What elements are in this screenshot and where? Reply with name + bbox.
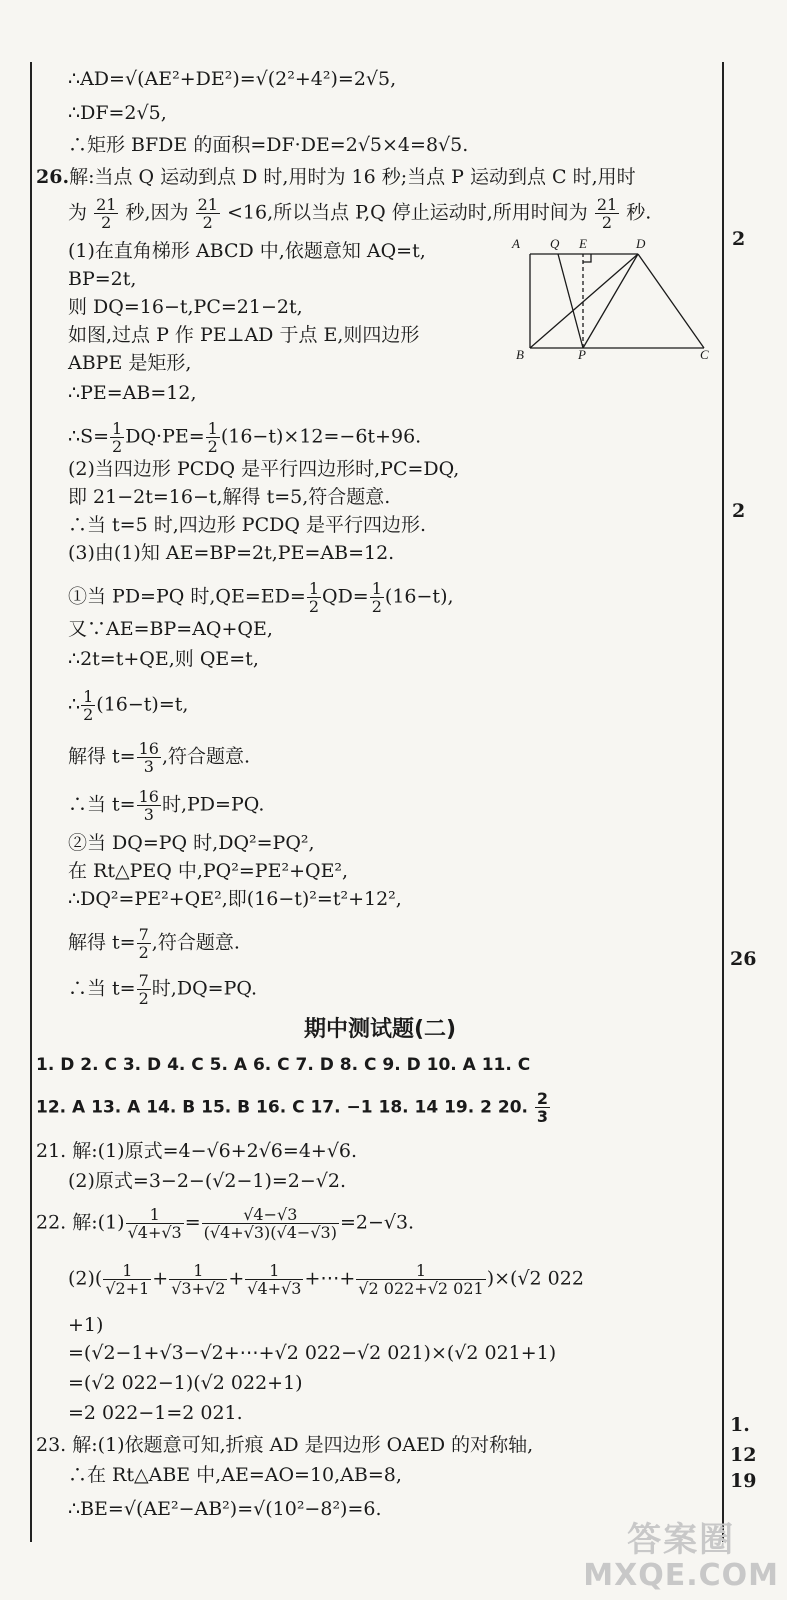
text: ∴当 t= bbox=[68, 977, 136, 1000]
case-2-conclusion bbox=[68, 972, 257, 1007]
denominator: 2 bbox=[138, 943, 149, 962]
answers-row-2 bbox=[36, 1090, 551, 1125]
fraction-16-3 bbox=[137, 788, 161, 823]
fraction bbox=[103, 1262, 151, 1297]
fraction-16-3 bbox=[137, 740, 161, 775]
part-1-area-formula bbox=[68, 420, 421, 455]
case-2-line-2: 在 Rt△PEQ 中,PQ²=PE²+QE², bbox=[68, 860, 349, 882]
label-c: C bbox=[700, 347, 709, 362]
fraction-1-2 bbox=[370, 580, 384, 615]
question-26-intro: 解:当点 Q 运动到点 D 时,用时为 16 秒;当点 P 运动到点 C 时,用时 bbox=[69, 166, 636, 188]
text: 时,PD=PQ. bbox=[161, 793, 265, 816]
question-26 bbox=[36, 164, 636, 190]
numerator: 1 bbox=[308, 579, 319, 598]
right-margin-rule bbox=[722, 62, 724, 1542]
edge-fragment: 2 bbox=[732, 228, 746, 250]
part-1-line-2: BP=2t, bbox=[68, 268, 137, 290]
numerator: √4−√3 bbox=[202, 1206, 339, 1224]
numerator: 21 bbox=[96, 195, 117, 214]
text: 秒,因为 bbox=[125, 201, 189, 224]
left-margin-rule bbox=[30, 62, 32, 1542]
part-2-line-2: 即 21−2t=16−t,解得 t=5,符合题意. bbox=[68, 486, 391, 508]
text: 秒. bbox=[626, 201, 652, 224]
question-21-part-1: 21. 解:(1)原式=4−√6+2√6=4+√6. bbox=[36, 1140, 358, 1162]
text: QD= bbox=[322, 585, 369, 608]
part-1-line-1: (1)在直角梯形 ABCD 中,依题意知 AQ=t, bbox=[68, 240, 426, 262]
denominator: (√4+√3)(√4−√3) bbox=[203, 1223, 337, 1242]
case-2-line-1: ②当 DQ=PQ 时,DQ²=PQ², bbox=[68, 832, 315, 854]
text: 解得 t= bbox=[68, 745, 136, 768]
part-2-line-3: ∴当 t=5 时,四边形 PCDQ 是平行四边形. bbox=[68, 514, 427, 536]
step-ad: ∴AD=√(AE²+DE²)=√(2²+4²)=2√5, bbox=[68, 68, 397, 90]
case-1-line bbox=[68, 580, 454, 615]
text: ∴当 t= bbox=[68, 793, 136, 816]
edge-fragment: 1. bbox=[730, 1414, 750, 1436]
numerator: 1 bbox=[245, 1262, 303, 1280]
fraction-1-2 bbox=[206, 420, 220, 455]
watermark-title: 答案圈 bbox=[627, 1520, 736, 1560]
step-area: ∴矩形 BFDE 的面积=DF·DE=2√5×4=8√5. bbox=[68, 134, 469, 156]
numerator: 1 bbox=[103, 1262, 151, 1280]
edge-fragment: 26 bbox=[730, 948, 757, 970]
fraction-21-2 bbox=[94, 196, 118, 231]
denominator: 3 bbox=[143, 805, 154, 824]
text: 为 bbox=[68, 201, 88, 224]
denominator: √3+√2 bbox=[171, 1279, 226, 1298]
label-b: B bbox=[516, 347, 524, 362]
fraction bbox=[356, 1262, 485, 1297]
numerator: 1 bbox=[126, 1206, 184, 1224]
fraction-21-2 bbox=[196, 196, 220, 231]
text: ,符合题意. bbox=[151, 931, 240, 954]
question-22-part-2 bbox=[68, 1262, 584, 1297]
numerator: 1 bbox=[169, 1262, 227, 1280]
question-22-line-3: +1) bbox=[68, 1314, 104, 1336]
fraction-1-2 bbox=[81, 688, 95, 723]
numerator: 1 bbox=[207, 419, 218, 438]
fraction-1-2 bbox=[307, 580, 321, 615]
segment-bd bbox=[530, 254, 638, 348]
fraction-7-2 bbox=[137, 926, 151, 961]
denominator: √2+1 bbox=[105, 1279, 150, 1298]
fraction bbox=[126, 1206, 184, 1241]
case-2-solution bbox=[68, 926, 240, 961]
denominator: 2 bbox=[601, 213, 613, 232]
case-1-line-3: ∴2t=t+QE,则 QE=t, bbox=[68, 648, 259, 670]
question-21-part-2: (2)原式=3−2−(√2−1)=2−√2. bbox=[68, 1170, 347, 1192]
part-2-line-1: (2)当四边形 PCDQ 是平行四边形时,PC=DQ, bbox=[68, 458, 460, 480]
text: ∴ bbox=[68, 693, 81, 716]
question-23-line-1: 23. 解:(1)依题意可知,折痕 AD 是四边形 OAED 的对称轴, bbox=[36, 1434, 534, 1456]
fraction-2-3 bbox=[535, 1090, 550, 1125]
question-26-time bbox=[68, 196, 651, 231]
segment-dc bbox=[638, 254, 704, 348]
text: ,符合题意. bbox=[161, 745, 251, 768]
label-d: D bbox=[636, 236, 646, 251]
trapezoid-figure bbox=[508, 232, 718, 362]
question-22-line-4: =(√2−1+√3−√2+⋯+√2 022−√2 021)×(√2 021+1) bbox=[68, 1342, 557, 1364]
numerator: 7 bbox=[138, 925, 149, 944]
label-a: A bbox=[512, 236, 520, 251]
numerator: 2 bbox=[536, 1089, 549, 1108]
text: = bbox=[184, 1211, 201, 1234]
numerator: 1 bbox=[112, 419, 123, 438]
fraction-7-2 bbox=[137, 972, 151, 1007]
fraction bbox=[202, 1206, 339, 1241]
label-p: P bbox=[578, 347, 586, 362]
denominator: 3 bbox=[536, 1107, 549, 1126]
denominator: √4+√3 bbox=[247, 1279, 302, 1298]
part-1-line-6: ∴PE=AB=12, bbox=[68, 382, 197, 404]
case-2-line-3: ∴DQ²=PE²+QE²,即(16−t)²=t²+12², bbox=[68, 888, 402, 910]
denominator: 3 bbox=[143, 757, 154, 776]
answers-row-1: 1. D 2. C 3. D 4. C 5. A 6. C 7. D 8. C 9. D 10. A 11. C bbox=[36, 1055, 531, 1075]
label-e: E bbox=[579, 236, 587, 251]
text: )×(√2 022 bbox=[486, 1267, 584, 1290]
answers-text: 12. A 13. A 14. B 15. B 16. C 17. −1 18. 14 19. 2 20. bbox=[36, 1097, 528, 1118]
text: 时,DQ=PQ. bbox=[151, 977, 258, 1000]
numerator: 21 bbox=[197, 195, 218, 214]
segment-pd bbox=[583, 254, 638, 348]
text: ①当 PD=PQ 时,QE=ED= bbox=[68, 585, 306, 608]
fraction-1-2 bbox=[110, 420, 124, 455]
fraction bbox=[245, 1262, 303, 1297]
part-3-line-1: (3)由(1)知 AE=BP=2t,PE=AB=12. bbox=[68, 542, 395, 564]
question-number: 26. bbox=[36, 166, 70, 188]
denominator: 2 bbox=[202, 213, 213, 232]
denominator: 2 bbox=[138, 989, 149, 1008]
section-title: 期中测试题(二) bbox=[303, 1017, 457, 1042]
right-angle-mark bbox=[583, 254, 591, 262]
text: (16−t)=t, bbox=[96, 693, 189, 716]
denominator: 2 bbox=[371, 597, 382, 616]
edge-fragment: 2 bbox=[732, 500, 746, 522]
text: + bbox=[228, 1267, 245, 1290]
text: +⋯+ bbox=[304, 1267, 356, 1290]
case-1-line-2: 又∵AE=BP=AQ+QE, bbox=[68, 618, 273, 640]
numerator: 1 bbox=[356, 1262, 485, 1280]
text: =2−√3. bbox=[339, 1211, 415, 1234]
case-1-solution bbox=[68, 740, 250, 775]
text: ∴S= bbox=[68, 425, 110, 448]
text: + bbox=[152, 1267, 169, 1290]
part-1-line-3: 则 DQ=16−t,PC=21−2t, bbox=[68, 296, 303, 318]
numerator: 21 bbox=[596, 195, 618, 214]
watermark-url: MXQE.COM bbox=[583, 1558, 779, 1593]
edge-fragment: 19 bbox=[730, 1470, 757, 1492]
label-q: Q bbox=[550, 236, 560, 251]
case-1-equation bbox=[68, 688, 188, 723]
text: (16−t), bbox=[384, 585, 454, 608]
denominator: 2 bbox=[207, 437, 218, 456]
part-1-line-5: ABPE 是矩形, bbox=[68, 352, 192, 374]
text: <16,所以当点 P,Q 停止运动时,所用时间为 bbox=[226, 201, 588, 224]
watermark bbox=[583, 1522, 779, 1594]
denominator: √4+√3 bbox=[127, 1223, 182, 1242]
text: (2)( bbox=[68, 1267, 103, 1290]
numerator: 7 bbox=[138, 971, 149, 990]
fraction bbox=[169, 1262, 227, 1297]
denominator: 2 bbox=[101, 213, 112, 232]
question-22-line-6: =2 022−1=2 021. bbox=[68, 1402, 243, 1424]
step-df: ∴DF=2√5, bbox=[68, 102, 167, 124]
text: 22. 解:(1) bbox=[36, 1211, 125, 1234]
fraction-21-2 bbox=[595, 196, 619, 231]
part-1-line-4: 如图,过点 P 作 PE⊥AD 于点 E,则四边形 bbox=[68, 324, 420, 346]
numerator: 1 bbox=[83, 687, 94, 706]
text: DQ·PE= bbox=[125, 425, 205, 448]
numerator: 16 bbox=[138, 739, 159, 758]
numerator: 16 bbox=[138, 787, 159, 806]
denominator: 2 bbox=[83, 705, 94, 724]
denominator: √2 022+√2 021 bbox=[358, 1279, 484, 1298]
denominator: 2 bbox=[112, 437, 123, 456]
case-1-conclusion bbox=[68, 788, 264, 823]
question-22-line-5: =(√2 022−1)(√2 022+1) bbox=[68, 1372, 303, 1394]
edge-fragment: 12 bbox=[730, 1444, 757, 1466]
segment-qp bbox=[558, 254, 583, 348]
denominator: 2 bbox=[308, 597, 319, 616]
question-22-part-1 bbox=[36, 1206, 414, 1241]
text: 解得 t= bbox=[68, 931, 136, 954]
question-23-line-3: ∴BE=√(AE²−AB²)=√(10²−8²)=6. bbox=[68, 1498, 382, 1520]
numerator: 1 bbox=[371, 579, 382, 598]
question-23-line-2: ∴在 Rt△ABE 中,AE=AO=10,AB=8, bbox=[68, 1464, 402, 1486]
text: (16−t)×12=−6t+96. bbox=[220, 425, 422, 448]
